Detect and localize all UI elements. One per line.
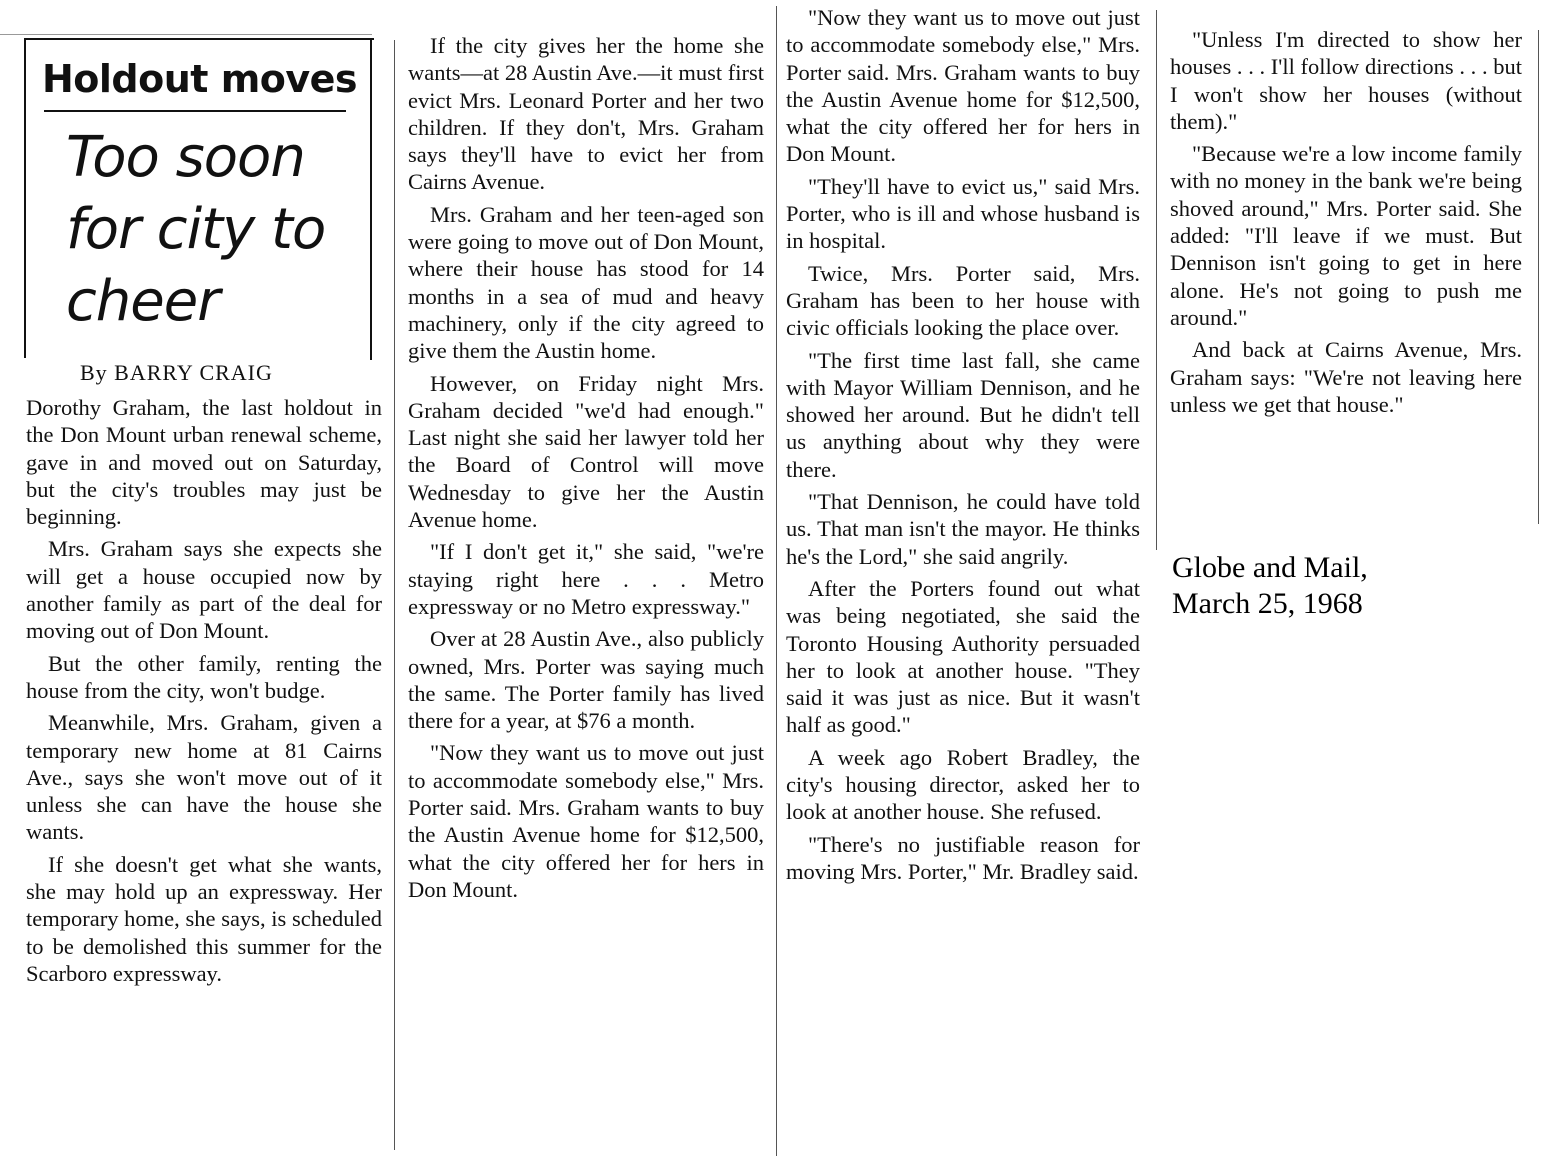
column-rule	[776, 6, 777, 1156]
column-rule	[1156, 10, 1157, 550]
paragraph: If the city gives her the home she wants—at 28 Austin Ave.—it must first evict Mrs. Leonard Porter and her two children. If they don't, Mrs. Graham says they'll have to evict her from Cairns Avenue.	[408, 33, 764, 195]
article-column-4	[1170, 26, 1522, 423]
kicker-rule	[44, 110, 346, 112]
paragraph: "That Dennison, he could have told us. That man isn't the mayor. He thinks he's the Lord," she said angrily.	[786, 489, 1140, 569]
paragraph: Meanwhile, Mrs. Graham, given a temporary new home at 81 Cairns Ave., says she won't move out of it unless she can have the house she wants.	[26, 710, 382, 845]
paragraph: "They'll have to evict us," said Mrs. Porter, who is ill and whose husband is in hospital.	[786, 173, 1140, 254]
paragraph: Over at 28 Austin Ave., also publicly owned, Mrs. Porter was saying much the same. The Porter family has lived there for a year, at $76 a month.	[408, 626, 764, 734]
paragraph: And back at Cairns Avenue, Mrs. Graham says: "We're not leaving here unless we get that house."	[1170, 337, 1522, 417]
paragraph: "Unless I'm directed to show her houses . . . I'll follow directions . . . but I won't show her houses (without them)."	[1170, 27, 1522, 134]
paragraph: "Now they want us to move out just to accommodate somebody else," Mrs. Porter said. Mrs. Graham wants to buy the Austin Avenue home for $12,500, what the city offered her for hers in Don Mount.	[408, 740, 764, 902]
paragraph: If she doesn't get what she wants, she may hold up an expressway. Her temporary home, she says, is scheduled to be demolished this summer for the Scarboro expressway.	[26, 851, 382, 986]
article-column-1	[26, 394, 382, 992]
paragraph: "There's no justifiable reason for moving Mrs. Porter," Mr. Bradley said.	[786, 831, 1140, 884]
article-column-2	[408, 32, 764, 908]
paragraph: However, on Friday night Mrs. Graham decided "we'd had enough." Last night she said her lawyer told her the Board of Control will move Wednesday to give her the Austin Avenue home.	[408, 370, 764, 533]
byline: By BARRY CRAIG	[80, 360, 273, 385]
source-citation	[1172, 550, 1492, 622]
paragraph: Twice, Mrs. Porter said, Mrs. Graham has been to her house with civic officials looking the place over.	[786, 260, 1140, 341]
paragraph: Dorothy Graham, the last holdout in the Don Mount urban renewal scheme, gave in and moved out on Saturday, but the city's troubles may just be beginning.	[26, 395, 382, 530]
column-rule	[394, 40, 395, 1150]
paragraph: After the Porters found out what was being negotiated, she said the Toronto Housing Authority persuaded her to look at another house. "They said it was just as nice. But it wasn't half as good."	[786, 575, 1140, 738]
kicker: Holdout moves	[42, 57, 358, 101]
paragraph: Mrs. Graham says she expects she will get a house occupied now by another family as part of the deal for moving out of Don Mount.	[26, 536, 382, 644]
paragraph: A week ago Robert Bradley, the city's housing director, asked her to look at another house. She refused.	[786, 744, 1140, 825]
paragraph: "If I don't get it," she said, "we're staying right here . . . Metro expressway or no Metro expressway."	[408, 539, 764, 619]
paragraph: "Because we're a low income family with no money in the bank we're being shoved around," Mrs. Porter said. She added: "I'll leave if we must. But Dennison isn't going to get in here alone. He's not going to push me around."	[1170, 141, 1522, 330]
column-rule	[1538, 30, 1539, 524]
source-publication: Globe and Mail,	[1172, 551, 1368, 584]
paragraph: "The first time last fall, she came with Mayor William Dennison, and he showed her around. But he didn't tell us anything about why they were there.	[786, 347, 1140, 482]
headline: Too soon for city to cheer	[66, 125, 326, 334]
paragraph: But the other family, renting the house from the city, won't budge.	[26, 650, 382, 703]
paragraph: Mrs. Graham and her teen-aged son were going to move out of Don Mount, where their house has stood for 14 months in a sea of mud and heavy machinery, only if the city agreed to give them the Austin home.	[408, 201, 764, 364]
source-date: March 25, 1968	[1172, 587, 1363, 620]
top-rule	[0, 34, 372, 35]
article-column-3	[786, 4, 1140, 890]
paragraph: "Now they want us to move out just to accommodate somebody else," Mrs. Porter said. Mrs. Graham wants to buy the Austin Avenue home for $12,500, what the city offered her for hers in Don Mount.	[786, 5, 1140, 167]
